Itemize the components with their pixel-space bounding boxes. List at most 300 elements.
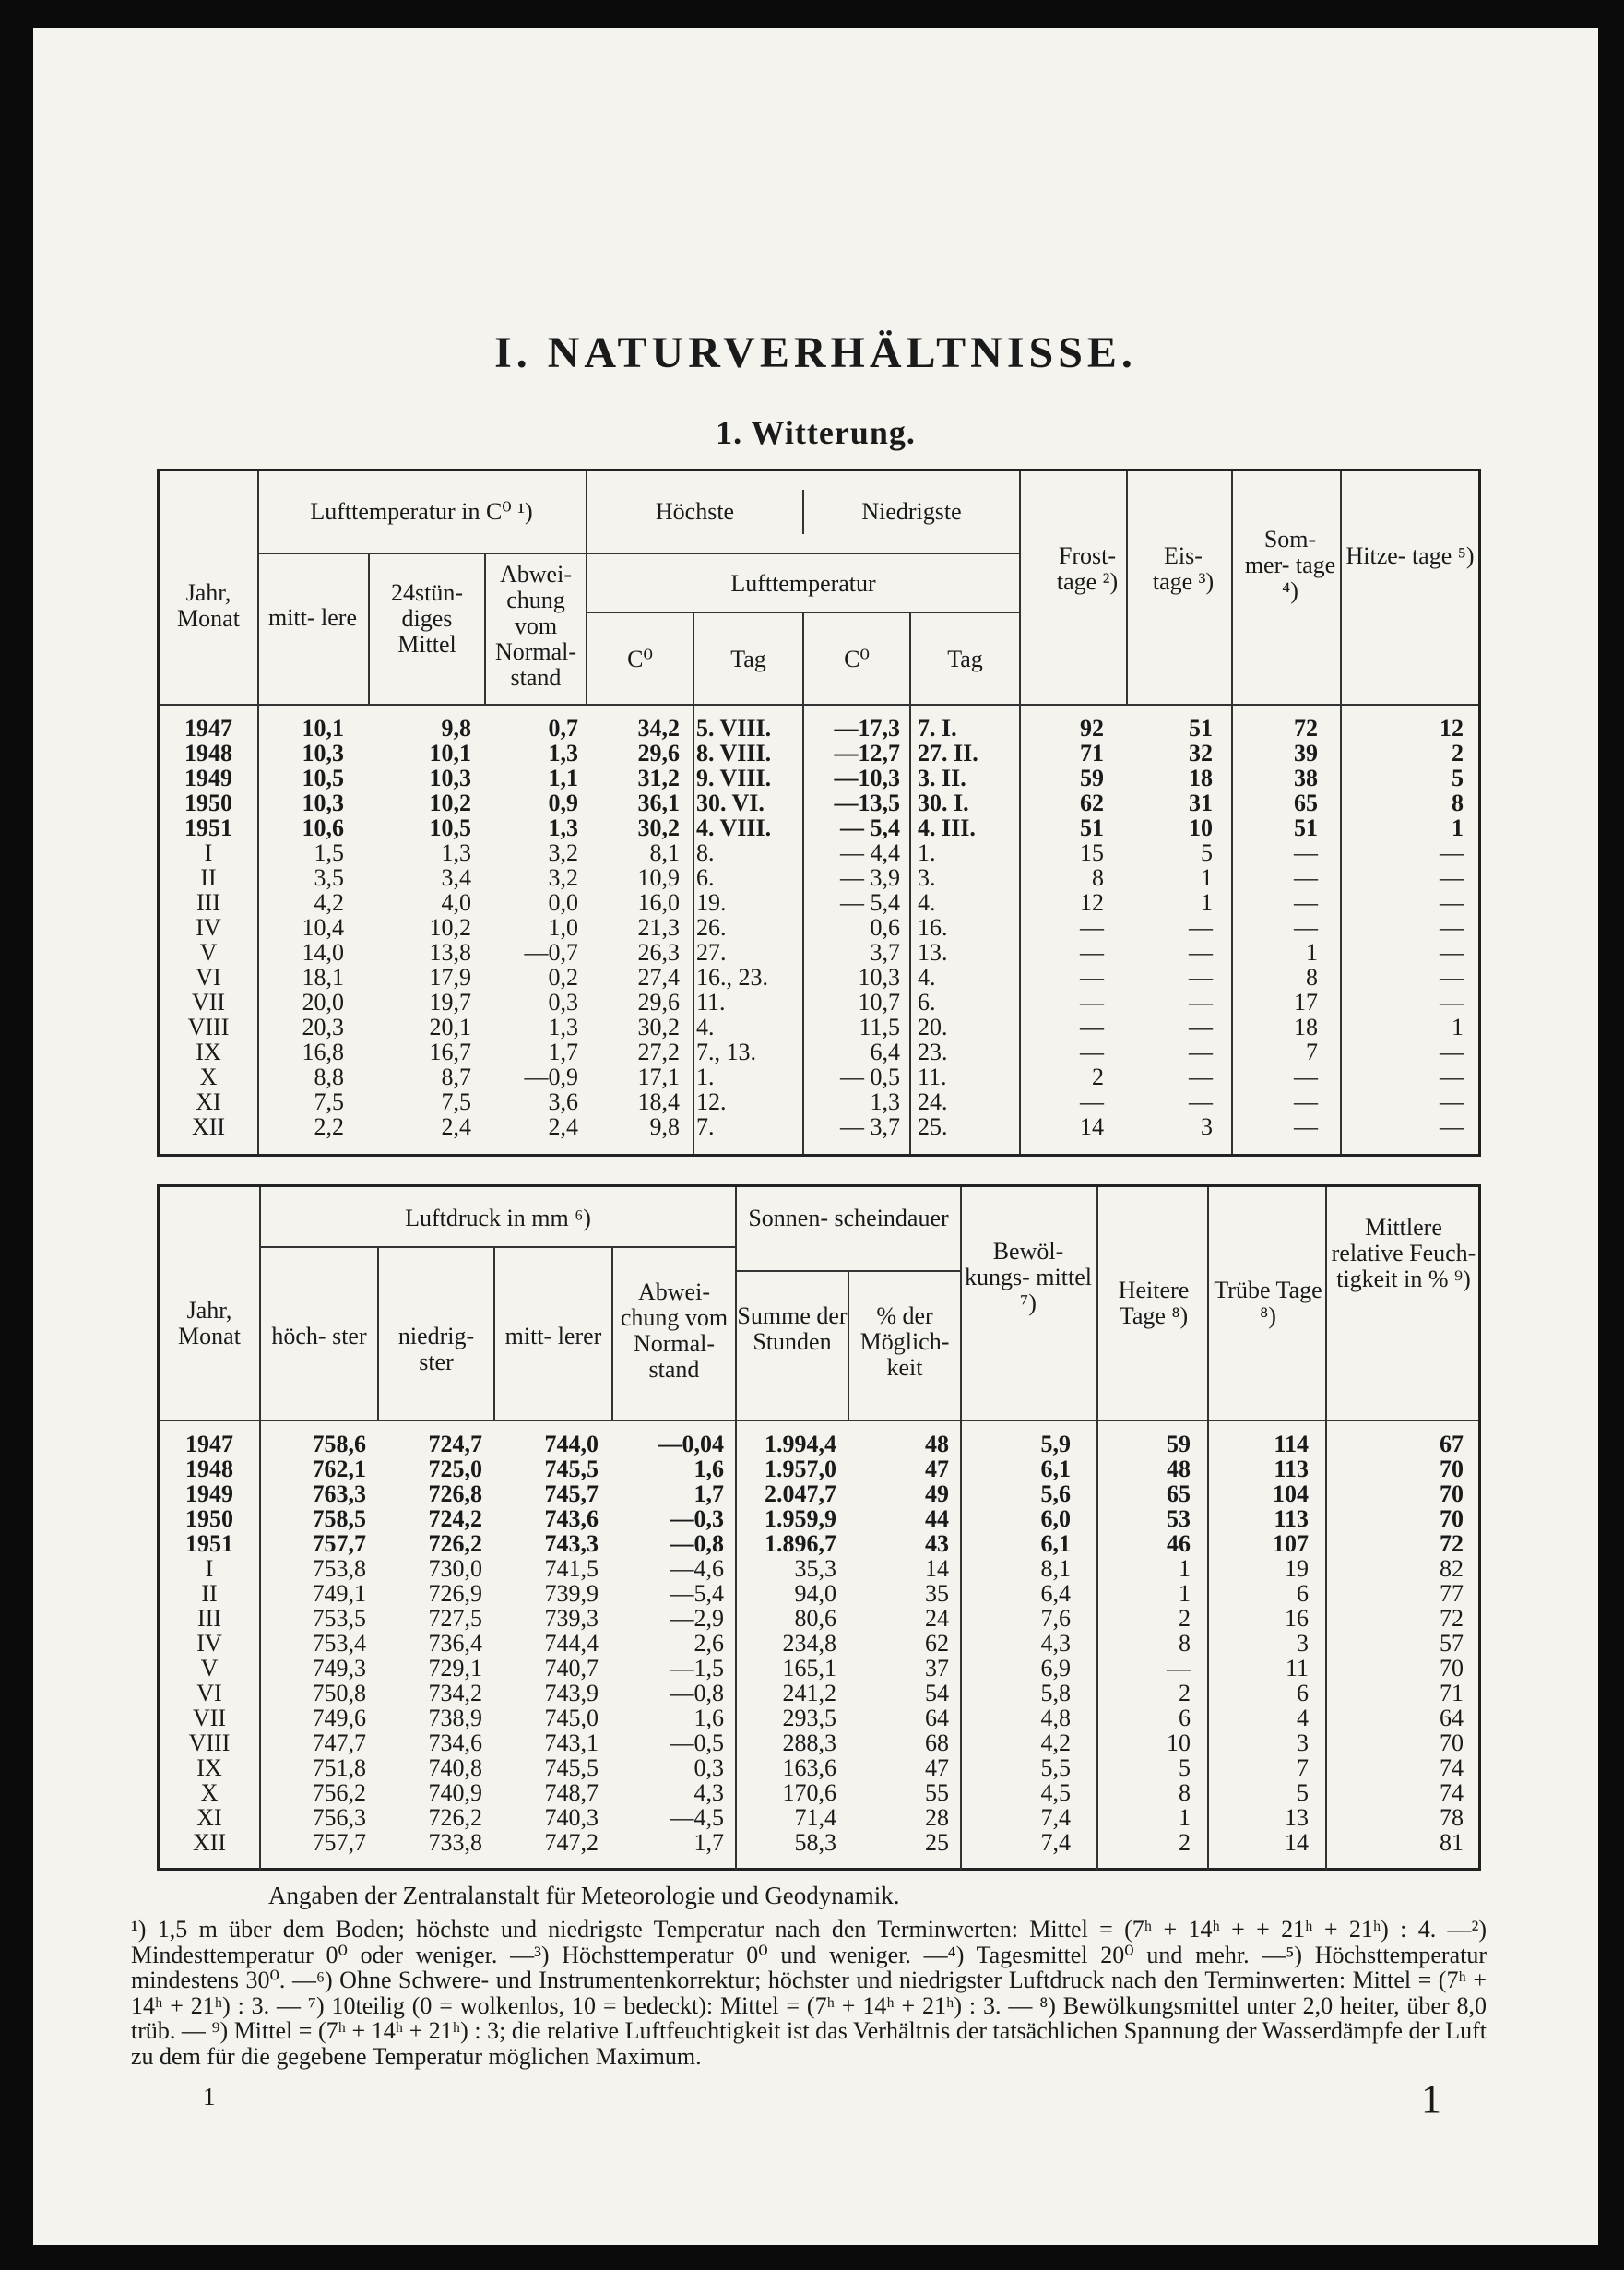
table-cell: 62 <box>925 1630 949 1657</box>
table-cell: 6 <box>1297 1580 1309 1607</box>
table-cell: 2 <box>1179 1605 1191 1632</box>
table-cell: 14 <box>925 1555 949 1582</box>
table-cell: 26. <box>696 914 727 941</box>
footnotes: ¹) 1,5 m über dem Boden; höchste und niedrigste Temperatur nach den Terminwerten: Mittel = (7ʰ + 14ʰ + + 21ʰ + 21ʰ) : 4. —²) Mindesttemperatur 0⁰ oder weniger. —³) Höchsttemperatur 0⁰ und weniger. —⁴) Tagesmittel 20⁰ und mehr. —⁵) Höchsttemperatur mindestens 30⁰. —⁶) Ohne Schwere- und Instrumentenkorrektur; höchster und niedrigster Luftdruck nach den Terminwerten: Mittel = (7ʰ + 14ʰ + 21ʰ) : 3. — ⁷) 10teilig (0 = wolkenlos, 10 = bedeckt): Mittel = (7ʰ + 14ʰ + 21ʰ) : 3. — ⁸) Bewölkungsmittel unter 2,0 heiter, über 8,0 trüb. — ⁹) Mittel = (7ʰ + 14ʰ + 21ʰ) : 3; die relative Luftfeuchtigkeit ist das Verhältnis der tatsächlichen Spannung der Wasserdämpfe der Luft zu dem für die gegebene Temperatur möglichen Maximum. <box>131 1916 1487 2070</box>
table-cell: 4,3 <box>693 1779 724 1806</box>
table-cell: 62 <box>1080 790 1104 816</box>
table-cell: 25 <box>925 1829 949 1856</box>
header-lufttemperatur: Lufttemperatur in C⁰ ¹) <box>310 498 533 525</box>
table-cell: — <box>1080 1014 1104 1040</box>
table-cell: 1 <box>1179 1804 1191 1831</box>
table-cell: 0,3 <box>548 989 578 1016</box>
table-cell: 1.896,7 <box>765 1530 836 1557</box>
table-row <box>160 1040 1478 1064</box>
table-cell: VIII <box>188 1729 231 1756</box>
table-cell: 70 <box>1440 1655 1464 1682</box>
table-cell: 753,8 <box>312 1555 366 1582</box>
table-cell: 0,7 <box>548 715 578 742</box>
table-cell: 3,6 <box>548 1088 578 1115</box>
table-cell: II <box>200 864 217 891</box>
table-cell: 48 <box>925 1431 949 1457</box>
table-cell: 7,5 <box>314 1088 344 1115</box>
table-cell: 13. <box>918 939 948 966</box>
table-cell: 7,6 <box>1040 1605 1071 1632</box>
table-cell: 34,2 <box>637 715 680 742</box>
table-cell: 1950 <box>184 790 232 816</box>
table-cell: 743,9 <box>544 1680 599 1706</box>
table-cell: IV <box>196 1630 222 1657</box>
table-cell: V <box>199 939 218 966</box>
table-cell: 4. <box>918 889 936 916</box>
table-cell: — <box>1440 889 1464 916</box>
table-cell: 6 <box>1179 1705 1191 1731</box>
table-cell: 3 <box>1297 1630 1309 1657</box>
table-cell: 113 <box>1274 1456 1309 1482</box>
table-row <box>160 1656 1478 1681</box>
table-cell: 4,0 <box>441 889 471 916</box>
table-cell: 1,3 <box>870 1088 900 1115</box>
table-cell: 1948 <box>184 740 232 767</box>
table-cell: — <box>1080 1039 1104 1065</box>
table-cell: 756,2 <box>312 1779 366 1806</box>
table-cell: —0,8 <box>670 1530 724 1557</box>
table-cell: 1947 <box>185 1431 233 1457</box>
table-cell: 1,1 <box>548 765 578 791</box>
header-frosttage: Frost- tage ²) <box>1056 542 1119 595</box>
table-cell: 27,4 <box>637 964 680 991</box>
table-cell: 757,7 <box>312 1829 366 1856</box>
table-cell: — <box>1440 989 1464 1016</box>
table-cell: 6,0 <box>1040 1505 1071 1532</box>
table-cell: 3,2 <box>548 839 578 866</box>
table-cell: — <box>1440 839 1464 866</box>
table-row <box>160 915 1478 940</box>
table-cell: 59 <box>1080 765 1104 791</box>
table-cell: 10,4 <box>302 914 344 941</box>
table-cell: —0,3 <box>670 1505 724 1532</box>
table-cell: —2,9 <box>670 1605 724 1632</box>
header-24h-mittel: 24stün- diges Mittel <box>391 579 463 658</box>
table-cell: 727,5 <box>428 1605 482 1632</box>
table-cell: 0,6 <box>870 914 900 941</box>
table-cell: 10,2 <box>429 790 471 816</box>
table-cell: 70 <box>1440 1505 1464 1532</box>
table-cell: —0,7 <box>524 939 578 966</box>
header-c-niedrigste: C⁰ <box>844 646 870 672</box>
table-cell: 27. II. <box>918 740 978 767</box>
table-cell: 29,6 <box>637 740 680 767</box>
table-cell: 733,8 <box>428 1829 482 1856</box>
table-cell: 1,3 <box>441 839 471 866</box>
table-cell: 750,8 <box>312 1680 366 1706</box>
table-cell: 81 <box>1440 1829 1464 1856</box>
table-row <box>160 840 1478 865</box>
table-cell: — <box>1294 914 1318 941</box>
table-cell: —0,5 <box>670 1729 724 1756</box>
table-cell: 51 <box>1294 814 1318 841</box>
table-cell: 10,2 <box>429 914 471 941</box>
table-cell: VI <box>196 964 221 991</box>
header-heitere: Heitere Tage ⁸) <box>1118 1277 1190 1329</box>
table-cell: 234,8 <box>782 1630 836 1657</box>
table-cell: 17 <box>1294 989 1318 1016</box>
table-cell: 17,1 <box>637 1064 680 1090</box>
table-cell: —17,3 <box>834 715 900 742</box>
table-cell: 6,1 <box>1040 1456 1071 1482</box>
table-row <box>160 1606 1478 1631</box>
table-row <box>160 1432 1478 1456</box>
table-cell: 31,2 <box>637 765 680 791</box>
table-cell: 64 <box>925 1705 949 1731</box>
table-cell: —0,04 <box>658 1431 724 1457</box>
table-cell: 293,5 <box>782 1705 836 1731</box>
table-cell: — <box>1440 914 1464 941</box>
table-cell: XII <box>191 1113 226 1140</box>
table-cell: III <box>196 889 220 916</box>
table-cell: — 0,5 <box>840 1064 900 1090</box>
table-cell: 5,6 <box>1040 1480 1071 1507</box>
table-cell: 47 <box>925 1754 949 1781</box>
table-cell: 2 <box>1452 740 1464 767</box>
table-cell: 3,5 <box>314 864 344 891</box>
table-cell: — <box>1440 1039 1464 1065</box>
table-row <box>160 1755 1478 1780</box>
table-cell: 16 <box>1285 1605 1309 1632</box>
table-cell: 4,2 <box>1040 1729 1071 1756</box>
table-cell: 29,6 <box>637 989 680 1016</box>
table-cell: 82 <box>1440 1555 1464 1582</box>
table-cell: 74 <box>1440 1779 1464 1806</box>
table-cell: 19,7 <box>429 989 471 1016</box>
header-sommertage: Som- mer- tage ⁴) <box>1244 526 1336 604</box>
table-cell: V <box>200 1655 219 1682</box>
table-cell: 8 <box>1179 1630 1191 1657</box>
table-cell: 53 <box>1167 1505 1191 1532</box>
table-cell: 8,7 <box>441 1064 471 1090</box>
header-sonnenschein: Sonnen- scheindauer <box>748 1205 949 1231</box>
table-cell: 3. II. <box>918 765 966 791</box>
table-cell: 20,1 <box>429 1014 471 1040</box>
table-cell: 0,2 <box>548 964 578 991</box>
table-cell: 5 <box>1179 1754 1191 1781</box>
table-cell: 734,6 <box>428 1729 482 1756</box>
table-cell: 72 <box>1440 1605 1464 1632</box>
table-cell: 7,4 <box>1040 1829 1071 1856</box>
table-cell: 5 <box>1201 839 1213 866</box>
table-cell: 11,5 <box>859 1014 900 1040</box>
table-cell: 25. <box>918 1113 948 1140</box>
table-cell: 3 <box>1297 1729 1309 1756</box>
table-cell: XII <box>192 1829 227 1856</box>
table-cell: 730,0 <box>428 1555 482 1582</box>
table-cell: 24. <box>918 1088 948 1115</box>
table-cell: 16,0 <box>637 889 680 916</box>
table-cell: — 3,7 <box>840 1113 900 1140</box>
table-cell: 757,7 <box>312 1530 366 1557</box>
table-cell: 70 <box>1440 1729 1464 1756</box>
table-cell: 30. I. <box>918 790 969 816</box>
table-cell: 47 <box>925 1456 949 1482</box>
table-cell: 10,5 <box>429 814 471 841</box>
table-cell: 13,8 <box>429 939 471 966</box>
table-cell: VIII <box>187 1014 230 1040</box>
table-cell: — <box>1440 964 1464 991</box>
table-cell: 1,3 <box>548 1014 578 1040</box>
table-cell: — <box>1294 1064 1318 1090</box>
table-cell: 4,8 <box>1040 1705 1071 1731</box>
table-row <box>160 1830 1478 1855</box>
table-cell: 8 <box>1092 864 1104 891</box>
table-cell: 3,7 <box>870 939 900 966</box>
table-cell: 16,8 <box>302 1039 344 1065</box>
table-cell: 1. <box>696 1064 715 1090</box>
table-row <box>160 815 1478 840</box>
table-cell: 2 <box>1092 1064 1104 1090</box>
table-cell: — <box>1440 939 1464 966</box>
table-cell: 10 <box>1189 814 1213 841</box>
table-cell: 753,5 <box>312 1605 366 1632</box>
table-cell: 7 <box>1306 1039 1318 1065</box>
header-jahr-monat: Jahr, Monat <box>177 579 240 632</box>
table-cell: XI <box>196 1804 222 1831</box>
table-cell: 5. VIII. <box>696 715 772 742</box>
table-cell: 11. <box>918 1064 947 1090</box>
table-cell: 1.957,0 <box>765 1456 836 1482</box>
table-cell: 738,9 <box>428 1705 482 1731</box>
table-cell: — <box>1440 1088 1464 1115</box>
table-cell: — <box>1440 1113 1464 1140</box>
table-row <box>160 790 1478 815</box>
table-row <box>160 1481 1478 1506</box>
table-cell: 2,4 <box>441 1113 471 1140</box>
table-cell: 3,2 <box>548 864 578 891</box>
table-row <box>160 865 1478 890</box>
header-mittlere: mitt- lere <box>267 604 357 631</box>
table-cell: 10,3 <box>302 790 344 816</box>
table-cell: 1.959,9 <box>765 1505 836 1532</box>
table-cell: 12 <box>1080 889 1104 916</box>
table-row <box>160 766 1478 790</box>
table-cell: 3 <box>1201 1113 1213 1140</box>
table-cell: 54 <box>925 1680 949 1706</box>
table-cell: 32 <box>1189 740 1213 767</box>
table-cell: 1 <box>1452 1014 1464 1040</box>
table-cell: 114 <box>1274 1431 1309 1457</box>
header-luftdruck: Luftdruck in mm ⁶) <box>405 1205 591 1231</box>
table-cell: 740,7 <box>544 1655 599 1682</box>
table-cell: —1,5 <box>670 1655 724 1682</box>
table-cell: 27,2 <box>637 1039 680 1065</box>
table-cell: — <box>1189 1088 1213 1115</box>
table-cell: IX <box>196 1039 221 1065</box>
table-cell: 2,6 <box>693 1630 724 1657</box>
table-cell: 7,5 <box>441 1088 471 1115</box>
table-cell: 5 <box>1452 765 1464 791</box>
table-cell: 43 <box>925 1530 949 1557</box>
table-cell: 758,6 <box>312 1431 366 1457</box>
table-cell: 1 <box>1201 864 1213 891</box>
table-cell: IV <box>196 914 221 941</box>
table-cell: — 4,4 <box>840 839 900 866</box>
table-cell: 1,3 <box>548 740 578 767</box>
table-row <box>160 940 1478 965</box>
table-cell: III <box>197 1605 221 1632</box>
table-cell: 16,7 <box>429 1039 471 1065</box>
table-cell: 58,3 <box>794 1829 836 1856</box>
table-row <box>160 1456 1478 1481</box>
table-cell: 241,2 <box>782 1680 836 1706</box>
table-cell: 44 <box>925 1505 949 1532</box>
table-cell: 753,4 <box>312 1630 366 1657</box>
table-cell: 163,6 <box>782 1754 836 1781</box>
table-cell: 39 <box>1294 740 1318 767</box>
table-cell: 10,9 <box>637 864 680 891</box>
table-cell: 13 <box>1285 1804 1309 1831</box>
header-hitzetage: Hitze- tage ⁵) <box>1345 542 1475 569</box>
table-cell: 70 <box>1440 1456 1464 1482</box>
table-cell: 743,3 <box>544 1530 599 1557</box>
table-cell: 4,2 <box>314 889 344 916</box>
table-cell: 24 <box>925 1605 949 1632</box>
table-row <box>160 1681 1478 1705</box>
table-cell: 724,7 <box>428 1431 482 1457</box>
table-cell: 37 <box>925 1655 949 1682</box>
table-cell: 6,4 <box>1040 1580 1071 1607</box>
table-cell: — <box>1080 989 1104 1016</box>
table-cell: 758,5 <box>312 1505 366 1532</box>
header-tag-niedrigste: Tag <box>947 646 983 672</box>
table-cell: 763,3 <box>312 1480 366 1507</box>
table-cell: 31 <box>1189 790 1213 816</box>
table-cell: 1 <box>1201 889 1213 916</box>
header-truebe: Trübe Tage ⁸) <box>1214 1277 1322 1329</box>
table-cell: 4. <box>918 964 936 991</box>
table-cell: 3. <box>918 864 936 891</box>
header-lufttemperatur-sub: Lufttemperatur <box>730 570 876 597</box>
document-page <box>33 28 1598 2245</box>
table-cell: 8 <box>1179 1779 1191 1806</box>
table-cell: 743,6 <box>544 1505 599 1532</box>
table-cell: 1,7 <box>693 1480 724 1507</box>
table-cell: 51 <box>1080 814 1104 841</box>
table-row <box>160 1089 1478 1114</box>
table-cell: 1951 <box>185 1530 233 1557</box>
table-cell: 7., 13. <box>696 1039 756 1065</box>
table-cell: 726,2 <box>428 1804 482 1831</box>
header-eistage: Eis- tage ³) <box>1152 542 1215 595</box>
table-cell: 1. <box>918 839 936 866</box>
table-cell: — <box>1189 964 1213 991</box>
table-cell: — <box>1080 964 1104 991</box>
table-cell: 59 <box>1167 1431 1191 1457</box>
table-cell: 747,2 <box>544 1829 599 1856</box>
table-cell: 749,3 <box>312 1655 366 1682</box>
table-cell: 744,4 <box>544 1630 599 1657</box>
table-cell: 46 <box>1167 1530 1191 1557</box>
table-cell: — <box>1080 1088 1104 1115</box>
table-cell: 751,8 <box>312 1754 366 1781</box>
table-cell: 740,8 <box>428 1754 482 1781</box>
table-cell: 1.994,4 <box>765 1431 836 1457</box>
table-cell: 756,3 <box>312 1804 366 1831</box>
section-title: 1. Witterung. <box>716 414 916 451</box>
table-cell: 78 <box>1440 1804 1464 1831</box>
header-hoechste: Höchste <box>655 498 735 525</box>
table-cell: 1 <box>1306 939 1318 966</box>
table-cell: 1,6 <box>693 1705 724 1731</box>
table-cell: 27. <box>696 939 727 966</box>
table-cell: 2,4 <box>548 1113 578 1140</box>
table-cell: 5,5 <box>1040 1754 1071 1781</box>
table-cell: 68 <box>925 1729 949 1756</box>
table-cell: 8,1 <box>649 839 680 866</box>
table-cell: 739,9 <box>544 1580 599 1607</box>
footer-right-page-number: 1 <box>1421 2076 1441 2121</box>
table-cell: 16., 23. <box>696 964 768 991</box>
table-cell: — 5,4 <box>840 889 900 916</box>
table-cell: 729,1 <box>428 1655 482 1682</box>
table-row <box>160 1114 1478 1139</box>
table-cell: 10,3 <box>429 765 471 791</box>
table-row <box>160 1581 1478 1606</box>
table-cell: 21,3 <box>637 914 680 941</box>
table-cell: —13,5 <box>834 790 900 816</box>
table-cell: 4 <box>1297 1705 1309 1731</box>
table-cell: 2 <box>1179 1829 1191 1856</box>
table-cell: 64 <box>1440 1705 1464 1731</box>
table-cell: —4,6 <box>670 1555 724 1582</box>
table-cell: 65 <box>1167 1480 1191 1507</box>
table-cell: 741,5 <box>544 1555 599 1582</box>
table-cell: 9. VIII. <box>696 765 772 791</box>
table-cell: 734,2 <box>428 1680 482 1706</box>
table-cell: 23. <box>918 1039 948 1065</box>
table-cell: 1,7 <box>548 1039 578 1065</box>
table-cell: 51 <box>1189 715 1213 742</box>
table-cell: 74 <box>1440 1754 1464 1781</box>
table-cell: 20,0 <box>302 989 344 1016</box>
table-cell: 18 <box>1189 765 1213 791</box>
table-cell: 10 <box>1167 1729 1191 1756</box>
table-cell: 12 <box>1440 715 1464 742</box>
table-cell: 744,0 <box>544 1431 599 1457</box>
table-cell: 10,1 <box>302 715 344 742</box>
table-cell: 1 <box>1452 814 1464 841</box>
table-cell: —10,3 <box>834 765 900 791</box>
table-row <box>160 1556 1478 1581</box>
table-cell: 65 <box>1294 790 1318 816</box>
table-cell: 104 <box>1273 1480 1309 1507</box>
table-cell: 7,4 <box>1040 1804 1071 1831</box>
table-cell: 1,6 <box>693 1456 724 1482</box>
table-cell: 8 <box>1452 790 1464 816</box>
table-cell: 20. <box>918 1014 948 1040</box>
table-cell: 170,6 <box>782 1779 836 1806</box>
table-cell: 8. <box>696 839 715 866</box>
header-hoechster: höch- ster <box>271 1323 367 1349</box>
table-cell: 14 <box>1080 1113 1104 1140</box>
table-cell: 726,8 <box>428 1480 482 1507</box>
table-cell: — <box>1189 1039 1213 1065</box>
table-cell: 10,3 <box>302 740 344 767</box>
table-cell: 726,2 <box>428 1530 482 1557</box>
header-niedrigste: Niedrigste <box>861 498 962 525</box>
table-cell: I <box>204 839 213 866</box>
table-cell: 1948 <box>185 1456 233 1482</box>
table-cell: —4,5 <box>670 1804 724 1831</box>
table-cell: 0,9 <box>548 790 578 816</box>
table-cell: 6. <box>696 864 715 891</box>
